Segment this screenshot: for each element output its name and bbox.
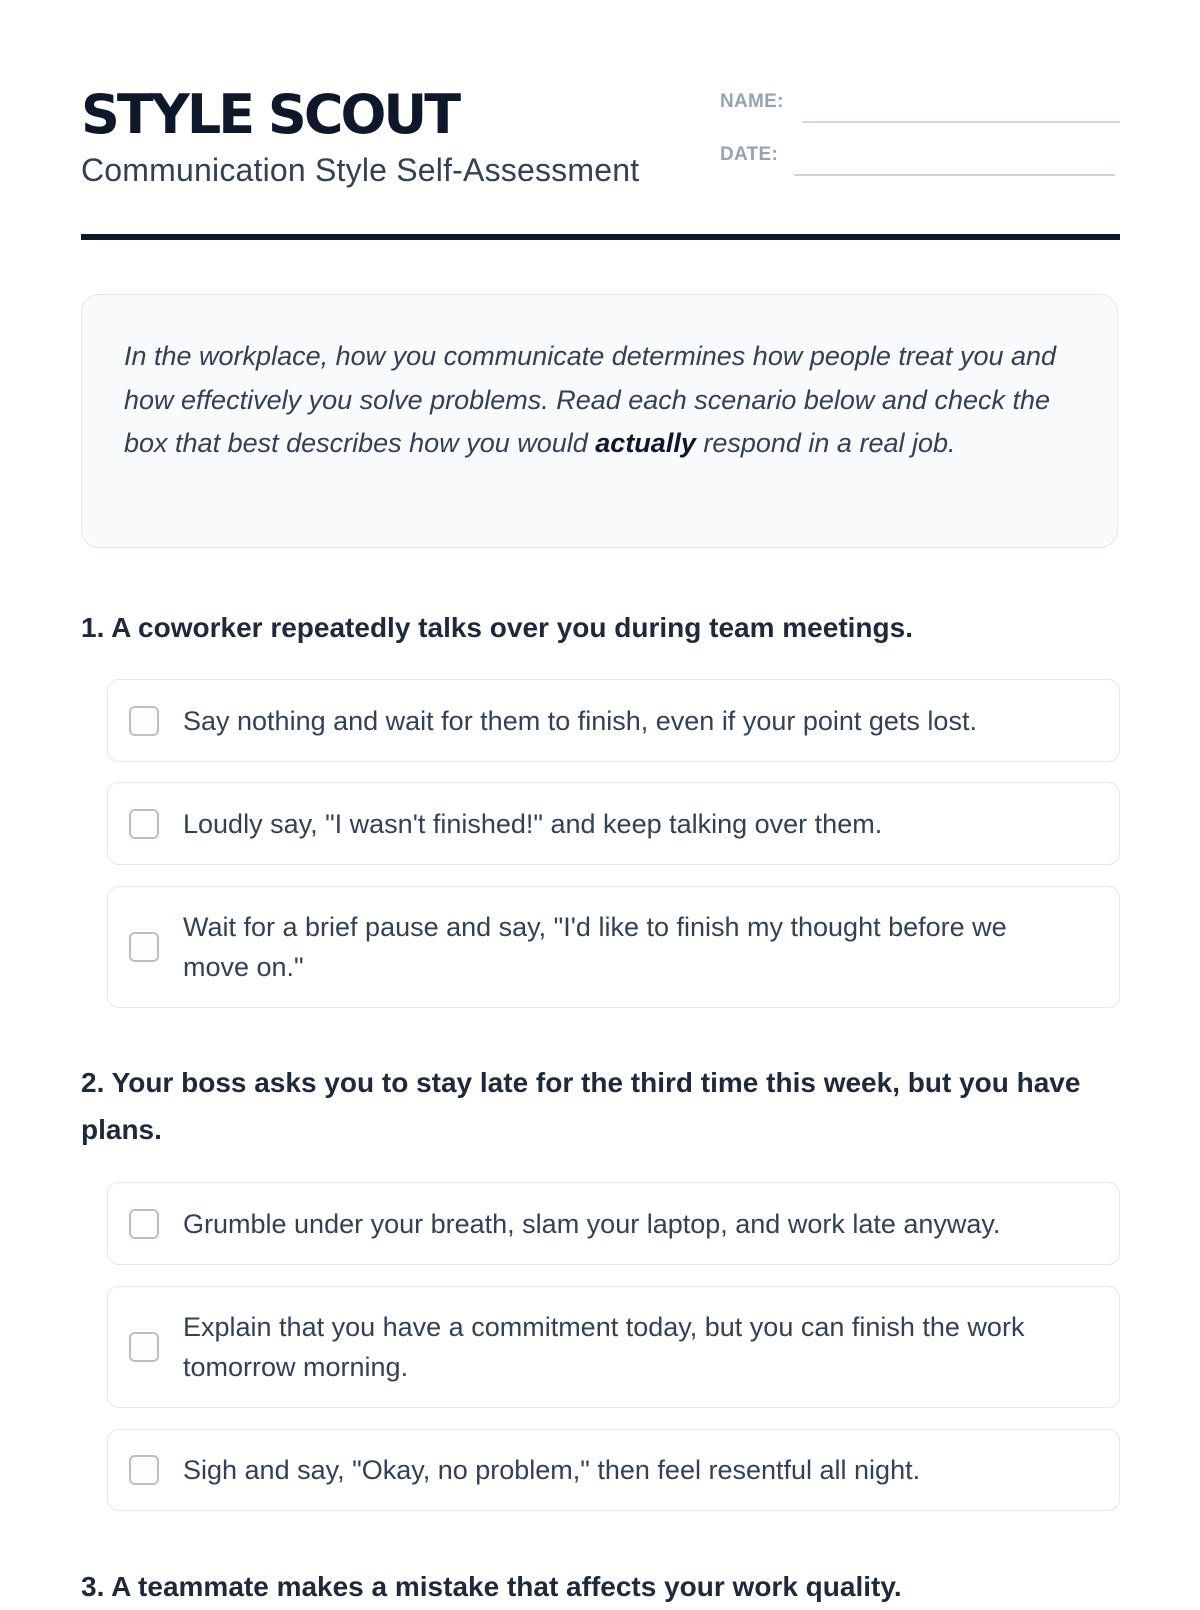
question-1-option-2[interactable] [107,782,1120,865]
name-field[interactable] [720,85,1120,125]
intro-text [124,335,1077,466]
worksheet-subtitle: Communication Style Self-Assessment [81,152,640,188]
brand-title: STYLE SCOUT [81,83,459,146]
question-2-option-2[interactable] [107,1286,1120,1408]
date-field[interactable] [720,138,1120,178]
date-line[interactable] [794,174,1115,176]
option-text: Loudly say, "I wasn't finished!" and keep talking over them. [183,809,883,839]
option-text: Wait for a brief pause and say, "I'd like to finish my thought before we move on." [183,912,1007,982]
header-divider [81,234,1120,240]
checkbox[interactable] [129,1209,159,1239]
question-2-option-1[interactable] [107,1182,1120,1265]
question-1: 1. A coworker repeatedly talks over you during team meetings. [81,612,913,643]
checkbox[interactable] [129,932,159,962]
checkbox[interactable] [129,809,159,839]
question-1-option-1[interactable] [107,679,1120,762]
question-1-option-3[interactable] [107,886,1120,1008]
question-3: 3. A teammate makes a mistake that affects your work quality. [81,1571,902,1602]
name-line[interactable] [802,121,1120,123]
option-text: Sigh and say, "Okay, no problem," then feel resentful all night. [183,1455,921,1485]
question-2-option-3[interactable] [107,1429,1120,1511]
checkbox[interactable] [129,706,159,736]
intro-text-tail: respond in a real job. [695,428,956,458]
option-text: Say nothing and wait for them to finish, even if your point gets lost. [183,706,977,736]
name-label: NAME: [720,91,784,112]
checkbox[interactable] [129,1332,159,1362]
question-2: 2. Your boss asks you to stay late for the third time this week, but you have plans. [81,1067,1081,1145]
date-label: DATE: [720,144,779,165]
option-text: Explain that you have a commitment today, but you can finish the work tomorrow morning. [183,1312,1025,1382]
option-text: Grumble under your breath, slam your laptop, and work late anyway. [183,1209,1001,1239]
intro-text-lead: In the workplace, how you communicate determines how people treat you and how effectively you solve problems. Read each scenario below and check the box that best describes how you would [124,341,1057,458]
worksheet-header [81,82,1120,242]
checkbox[interactable] [129,1455,159,1485]
intro-box [81,294,1118,548]
intro-emphasis: actually [595,428,696,458]
